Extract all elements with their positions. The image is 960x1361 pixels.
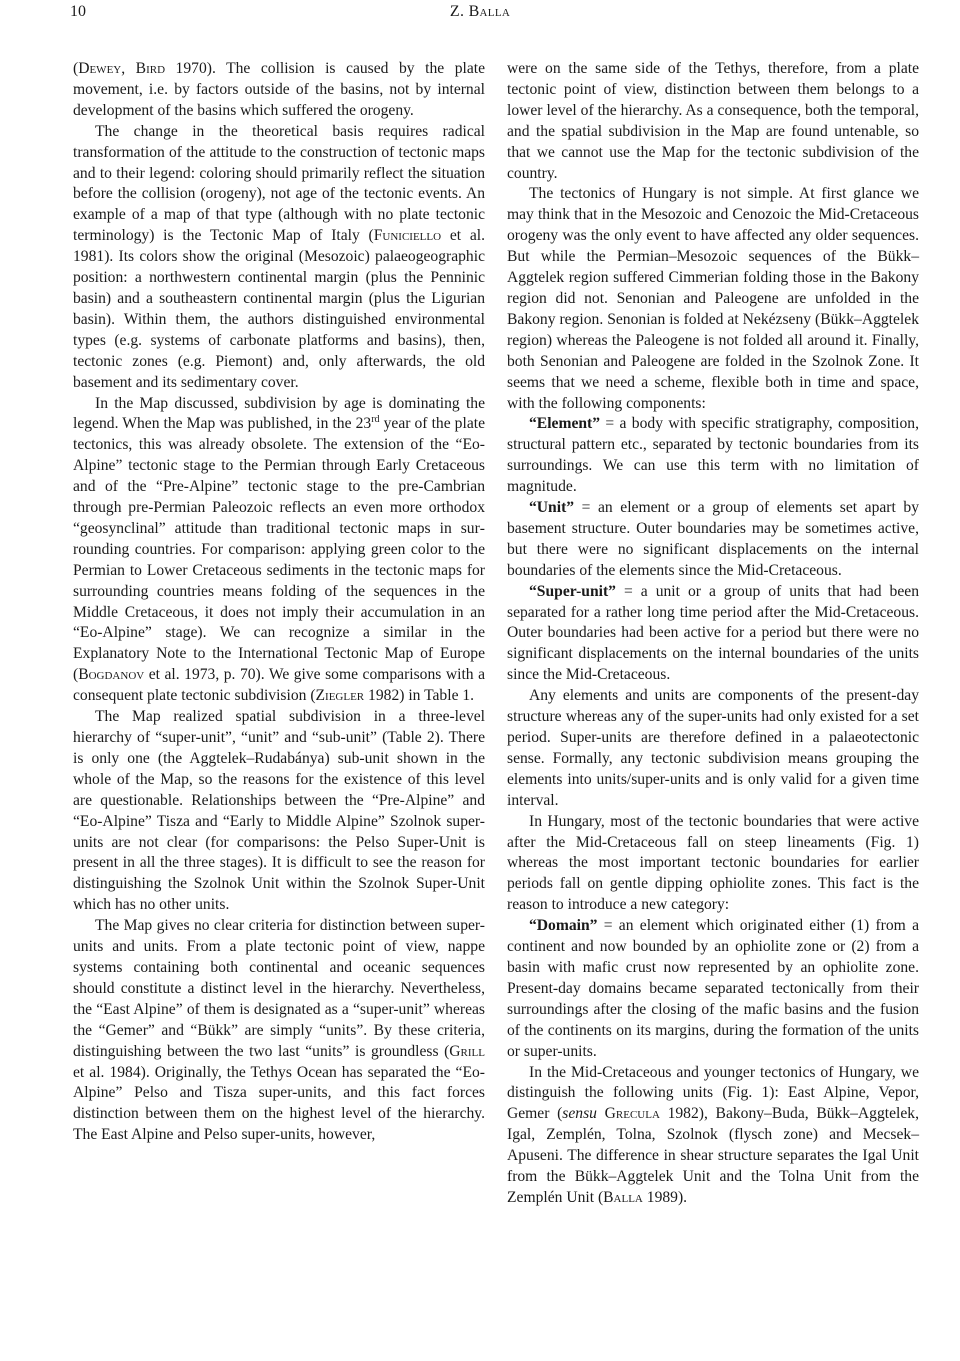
paragraph: The change in the theoretical basis requires radical transformation of the attitude to the construction of tectonic maps and to their legend: coloring should primarily reflect the situation before the collision (orogeny), not age of the tectonic events. An example of a map of that type (although with no plate tectonic terminology) is the Tectonic Map of Italy (Funiciello et al. 1981). Its colors show the original (Mesozoic) palaeogeographic position: a northwestern continental margin (plus the Penninic basin) and a southeastern continental margin (plus the Ligurian basin). Within them, the authors distinguished environmental types (e.g. systems of carbonate platforms and basins), then, tectonic zones (e.g. Piemont) and, only afterwards, the old basement and its sedimentary cover. [73, 122, 485, 391]
paragraph: The Map gives no clear criteria for distinction between super-units and units. From a plate tectonic point of view, nappe systems containing both continental and oceanic sequences should constitute a distinct level in the hierarchy. Nevertheless, the “East Alpine” of them is designated as a “super-unit” whereas the “Gemer” and “Bükk” are simply “units”. By these criteria, distinguishing between the two last “units” is groundless (Grill et al. 1984). Originally, the Tethys Ocean has separated the “Eo-Alpine” Pelso and Tisza super-units, and this fact forces distinction between them on the highest level of the hierarchy. The East Alpine and Pelso super-units, however, [73, 917, 485, 1144]
definition-unit: “Unit” = an element or a group of elements set apart by basement structure. Outer boundaries may be sometimes active, but there were no significant displacements on the internal boundaries of the elements since the Mid-Cretaceous. [507, 499, 919, 579]
paragraph: In the Map discussed, subdivision by age is dominating the legend. When the Map was published, in the 23rd year of the plate tectonics, this was already obsolete. The extension of the “Eo-Alpine” tectonic stage to the Permian through Early Cretaceous and of the “Pre-Alpine” tectonic stage to the pre-Cambrian through pre-Permian Paleozoic reflects an even more orthodox “geosynclinal” attitude than traditional tectonic maps in surrounding countries. For comparison: applying green color to the Permian to Lower Cretaceous sediments in the tectonic maps for surrounding countries means folding of the sequences in the Middle Cretaceous, it does not imply their accumulation in an “Eo-Alpine” stage). We can recognize a similar in the Explanatory Note to the International Tectonic Map of Europe (Bogdanov et al. 1973, p. 70). We give some comparisons with a consequent plate tectonic subdivision (Ziegler 1982) in Table 1. [73, 394, 485, 705]
running-head: Z. Balla [449, 3, 511, 20]
right-column [507, 59, 919, 1209]
page-number: 10 [70, 3, 86, 20]
paragraph: The Map realized spatial subdivision in a three-level hierarchy of “super-unit”, “unit” and “sub-unit” (Table 2). There is only one (the Aggtelek–Rudabánya) sub-unit shown in the whole of the Map, so the reasons for the existence of this level are questionable. Relationships between the “Pre-Alpine” and “Eo-Alpine” Tisza and “Early to Middle Alpine” Szolnok super-units are not clear (for comparisons: the Pelso Super-Unit is present in all the three stages). It is difficult to see the reason for distinguishing the Szolnok Unit within the Szolnok Super-Unit which has no other units. [73, 708, 485, 914]
definition-element: “Element” = a body with specific stratigraphy, composition, structural pattern etc., separated by tectonic boundaries from its surroundings. We can use this term with no limitation of magnitude. [507, 415, 919, 496]
definition-domain: “Domain” = an element which originated either (1) from a continent and now bounded by an ophiolite zone or (2) from a basin with mafic crust now represented by an ophiolite zone. Present-day domains became separated tectonically from their surroundings after the closing of the mafic basins and the fusion of the continents on its margins, during the formation of the units or super-units. [507, 917, 919, 1060]
paragraph: The tectonics of Hungary is not simple. At first glance we may think that in the Mesozoic and Cenozoic the Mid-Cretaceous orogeny was the only event to have affected any older sequences. But while the Permian–Mesozoic sequences of the Bükk–Aggtelek region suffered Cimmerian folding those in the Bakony region did not. Senonian and Paleogene are unfolded in the Bakony region. Senonian is folded at Nekézseny (Bükk–Aggtelek region) whereas the Paleogene is not folded all around it. Finally, both Senonian and Paleogene are folded in the Szolnok Zone. It seems that we need a scheme, flexible both in time and space, with the following components: [507, 185, 919, 412]
left-column [73, 59, 485, 1146]
paragraph: (Dewey, Bird 1970). The collision is caused by the plate movement, i.e. by factors outside of the basins, not by internal development of the basins which suffered the orogeny. [73, 60, 486, 119]
paragraph: In the Mid-Cretaceous and younger tectonics of Hungary, we distinguish the following units (Fig. 1): East Alpine, Vepor, Gemer (sensu Grecula 1982), Bakony–Buda, Bükk–Aggtelek, Igal, Zemplén, Tolna, Szolnok (flysch zone) and Mecsek–Apuseni. The difference in shear structure separates the Igal Unit from the Bükk–Aggtelek Unit and the Tolna Unit from the Zemplén Unit (Balla 1989). [507, 1063, 919, 1206]
paragraph: were on the same side of the Tethys, therefore, from a plate tectonic point of view, distinction between them belongs to a lower level of the hierarchy. As a consequence, both the temporal, and the spatial subdivision in the Map are found untenable, so that we cannot use the Map for the tectonic subdivision of the country. [507, 60, 919, 182]
paragraph: In Hungary, most of the tectonic boundaries that were active after the Mid-Cretaceous fall on steep lineaments (Fig. 1) whereas the most important tectonic boundaries for earlier periods fall on gentle dipping ophiolite zones. This fact is the reason to introduce a new category: [507, 812, 919, 914]
paragraph: Any elements and units are components of the present-day structure whereas any of the super-units had only existed for a set period. Super-units are therefore defined in a palaeotectonic sense. Formally, any tectonic subdivision means grouping the elements into units/super-units and is only valid for a given time interval. [507, 687, 919, 809]
definition-super-unit: “Super-unit” = a unit or a group of units that had been separated for a rather long time period after the Mid-Cretaceous. Outer boundaries had been active for a period but there were no significant displacements on the internal boundaries of the units since the Mid-Cretaceous. [507, 582, 919, 684]
